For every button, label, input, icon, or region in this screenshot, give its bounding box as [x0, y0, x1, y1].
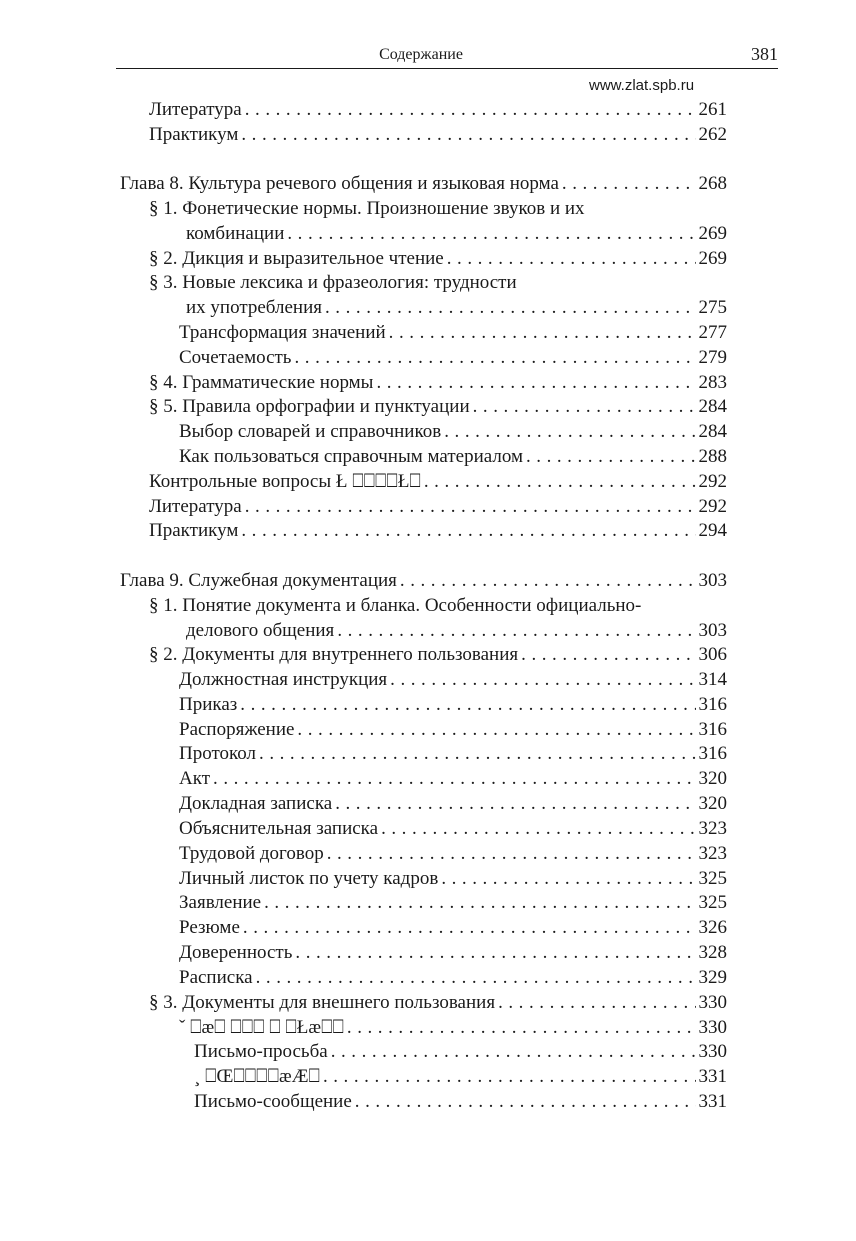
running-title: Содержание [379, 46, 463, 63]
toc-entry [179, 1016, 727, 1040]
toc-entry-title: ¸ ⎕Œ⎕⎕⎕⎕ӕÆ⎕ [194, 1066, 320, 1087]
toc-entry-title: Выбор словарей и справочников [179, 421, 442, 442]
toc-entry [179, 891, 727, 915]
toc-entry-title: Акт [179, 768, 211, 789]
toc-entry-page: 331 [698, 1091, 727, 1112]
toc-entry-title: Контрольные вопросы Ł ⎕⎕⎕⎕Ł⎕ [149, 471, 421, 492]
toc-dot-leader [562, 172, 696, 196]
toc-entry-page: 277 [698, 322, 727, 343]
toc-entry-title: Глава 8. Культура речевого общения и языковая норма [120, 173, 559, 194]
toc-entry [149, 991, 727, 1015]
toc-dot-leader [213, 767, 695, 791]
toc-dot-leader [259, 742, 695, 766]
toc-entry-page: 303 [698, 570, 727, 591]
toc-entry [149, 247, 727, 271]
toc-entry-title: Письмо-сообщение [194, 1091, 352, 1112]
toc-entry-page: 316 [698, 743, 727, 764]
page-number: 381 [751, 44, 778, 64]
toc-entry-title: Практикум [149, 520, 239, 541]
toc-entry-title: ˇ ⎕ӕ⎕ ⎕⎕⎕ ⎕ ⎕Łӕ⎕⎕ [179, 1017, 344, 1038]
toc-entry-title: § 5. Правила орфографии и пунктуации [149, 396, 470, 417]
toc-entry-page: 330 [698, 1041, 727, 1062]
toc-dot-leader [287, 222, 695, 246]
toc-entry-title: Приказ [179, 694, 238, 715]
toc-entry-title: делового общения [186, 620, 335, 641]
toc-entry [149, 371, 727, 395]
toc-entry [149, 470, 727, 494]
toc-entry-page: 323 [698, 818, 727, 839]
toc-dot-leader [400, 569, 696, 593]
toc-entry-page: 320 [698, 768, 727, 789]
toc-entry-page: 303 [698, 620, 727, 641]
toc-entry-page: 279 [698, 347, 727, 368]
toc-entry-page: 261 [698, 99, 727, 120]
toc-entry-title: § 2. Дикция и выразительное чтение [149, 248, 444, 269]
toc-entry-title: Докладная записка [179, 793, 333, 814]
toc-entry-page: 325 [698, 868, 727, 889]
toc-dot-leader [376, 371, 695, 395]
toc-entry-page: 283 [698, 372, 727, 393]
toc-dot-leader [241, 519, 695, 543]
toc-entry-page: 326 [698, 917, 727, 938]
toc-entry-title: комбинации [186, 223, 285, 244]
toc-dot-leader [294, 346, 695, 370]
toc-entry [149, 643, 727, 667]
toc-entry-title: Как пользоваться справочным материалом [179, 446, 523, 467]
toc-entry-title: § 4. Грамматические нормы [149, 372, 374, 393]
toc-entry-title: Трансформация значений [179, 322, 386, 343]
toc-entry [194, 1090, 727, 1114]
toc-entry-page: 306 [698, 644, 727, 665]
toc-entry-title: Личный листок по учету кадров [179, 868, 439, 889]
toc-entry [149, 98, 727, 122]
toc-dot-leader [389, 321, 696, 345]
toc-entry-title: Доверенность [179, 942, 293, 963]
toc-entry [179, 718, 727, 742]
toc-entry-title: Расписка [179, 967, 253, 988]
toc-dot-leader [335, 792, 695, 816]
toc-dot-leader [498, 991, 695, 1015]
toc-entry [179, 420, 727, 444]
toc-entry [149, 197, 727, 221]
toc-entry-page: 316 [698, 719, 727, 740]
toc-entry [186, 222, 727, 246]
toc-entry-page: 323 [698, 843, 727, 864]
toc-entry [179, 346, 727, 370]
toc-entry [179, 767, 727, 791]
toc-entry-title: Сочетаемость [179, 347, 292, 368]
toc-dot-leader [245, 495, 696, 519]
toc-entry-title: Глава 9. Служебная документация [120, 570, 397, 591]
toc-entry [179, 966, 727, 990]
toc-entry [149, 271, 727, 295]
toc-entry-title: Литература [149, 99, 242, 120]
toc-dot-leader [325, 296, 696, 320]
toc-entry-title: § 3. Новые лексика и фразеология: трудности [149, 272, 517, 293]
toc-entry-title: § 1. Фонетические нормы. Произношение звуков и их [149, 198, 585, 219]
toc-entry-title: Объяснительная записка [179, 818, 379, 839]
toc-entry-title: Практикум [149, 124, 239, 145]
toc-entry-page: 284 [698, 421, 727, 442]
toc-dot-leader [331, 1040, 696, 1064]
toc-entry-page: 329 [698, 967, 727, 988]
toc-entry [149, 594, 727, 618]
running-header [116, 44, 778, 69]
toc-entry-page: 325 [698, 892, 727, 913]
toc-entry-page: 269 [698, 223, 727, 244]
toc-entry [179, 742, 727, 766]
toc-entry-page: 330 [698, 992, 727, 1013]
toc-entry-page: 262 [698, 124, 727, 145]
toc-entry-page: 331 [698, 1066, 727, 1087]
toc-entry-page: 268 [698, 173, 727, 194]
toc-entry-page: 320 [698, 793, 727, 814]
toc-dot-leader [295, 941, 695, 965]
toc-entry [179, 321, 727, 345]
toc-dot-leader [297, 718, 695, 742]
toc-entry [179, 792, 727, 816]
toc-entry-page: 284 [698, 396, 727, 417]
toc-entry-title: Должностная инструкция [179, 669, 388, 690]
toc-dot-leader [337, 619, 695, 643]
toc-entry-page: 292 [698, 496, 727, 517]
toc-dot-leader [441, 867, 695, 891]
toc-dot-leader [347, 1016, 696, 1040]
toc-entry [179, 445, 727, 469]
toc-dot-leader [381, 817, 695, 841]
toc-entry [179, 668, 727, 692]
toc-dot-leader [355, 1090, 696, 1114]
toc-dot-leader [323, 1065, 696, 1089]
toc-entry-title: Протокол [179, 743, 257, 764]
toc-entry [179, 916, 727, 940]
toc-entry-title: Резюме [179, 917, 240, 938]
toc-dot-leader [424, 470, 696, 494]
toc-dot-leader [327, 842, 696, 866]
toc-entry-page: 328 [698, 942, 727, 963]
toc-dot-leader [245, 98, 696, 122]
toc-entry-page: 314 [698, 669, 727, 690]
toc-dot-leader [473, 395, 696, 419]
toc-dot-leader [444, 420, 695, 444]
toc-entry-title: Распоряжение [179, 719, 295, 740]
toc-entry-title: Заявление [179, 892, 262, 913]
toc-entry-title: § 2. Документы для внутреннего пользования [149, 644, 519, 665]
toc-entry [179, 867, 727, 891]
toc-entry [186, 296, 727, 320]
website-url: www.zlat.spb.ru [589, 77, 695, 94]
toc-entry-title: § 1. Понятие документа и бланка. Особенности официально- [149, 595, 642, 616]
toc-dot-leader [390, 668, 695, 692]
toc-entry [179, 693, 727, 717]
toc-entry [120, 172, 727, 196]
toc-entry-page: 294 [698, 520, 727, 541]
toc-entry [149, 123, 727, 147]
toc-entry [179, 941, 727, 965]
toc-dot-leader [526, 445, 696, 469]
toc-dot-leader [241, 123, 695, 147]
toc-dot-leader [256, 966, 696, 990]
toc-entry-title: их употребления [186, 297, 322, 318]
toc-entry [194, 1065, 727, 1089]
toc-dot-leader [447, 247, 696, 271]
toc-dot-leader [243, 916, 696, 940]
toc-entry-page: 316 [698, 694, 727, 715]
toc-entry-title: § 3. Документы для внешнего пользования [149, 992, 496, 1013]
toc-entry-page: 269 [698, 248, 727, 269]
toc-entry [179, 817, 727, 841]
toc-entry-title: Литература [149, 496, 242, 517]
toc-entry [149, 395, 727, 419]
toc-entry [120, 569, 727, 593]
toc-entry [194, 1040, 727, 1064]
toc-entry-page: 330 [698, 1017, 727, 1038]
toc-entry-page: 292 [698, 471, 727, 492]
toc-dot-leader [264, 891, 695, 915]
toc-entry-page: 288 [698, 446, 727, 467]
toc-entry [149, 519, 727, 543]
toc-entry [149, 495, 727, 519]
toc-entry [179, 842, 727, 866]
toc-entry-title: Трудовой договор [179, 843, 324, 864]
toc-entry-title: Письмо-просьба [194, 1041, 328, 1062]
toc-dot-leader [521, 643, 695, 667]
toc-entry-page: 275 [698, 297, 727, 318]
toc-entry [186, 619, 727, 643]
toc-dot-leader [240, 693, 695, 717]
